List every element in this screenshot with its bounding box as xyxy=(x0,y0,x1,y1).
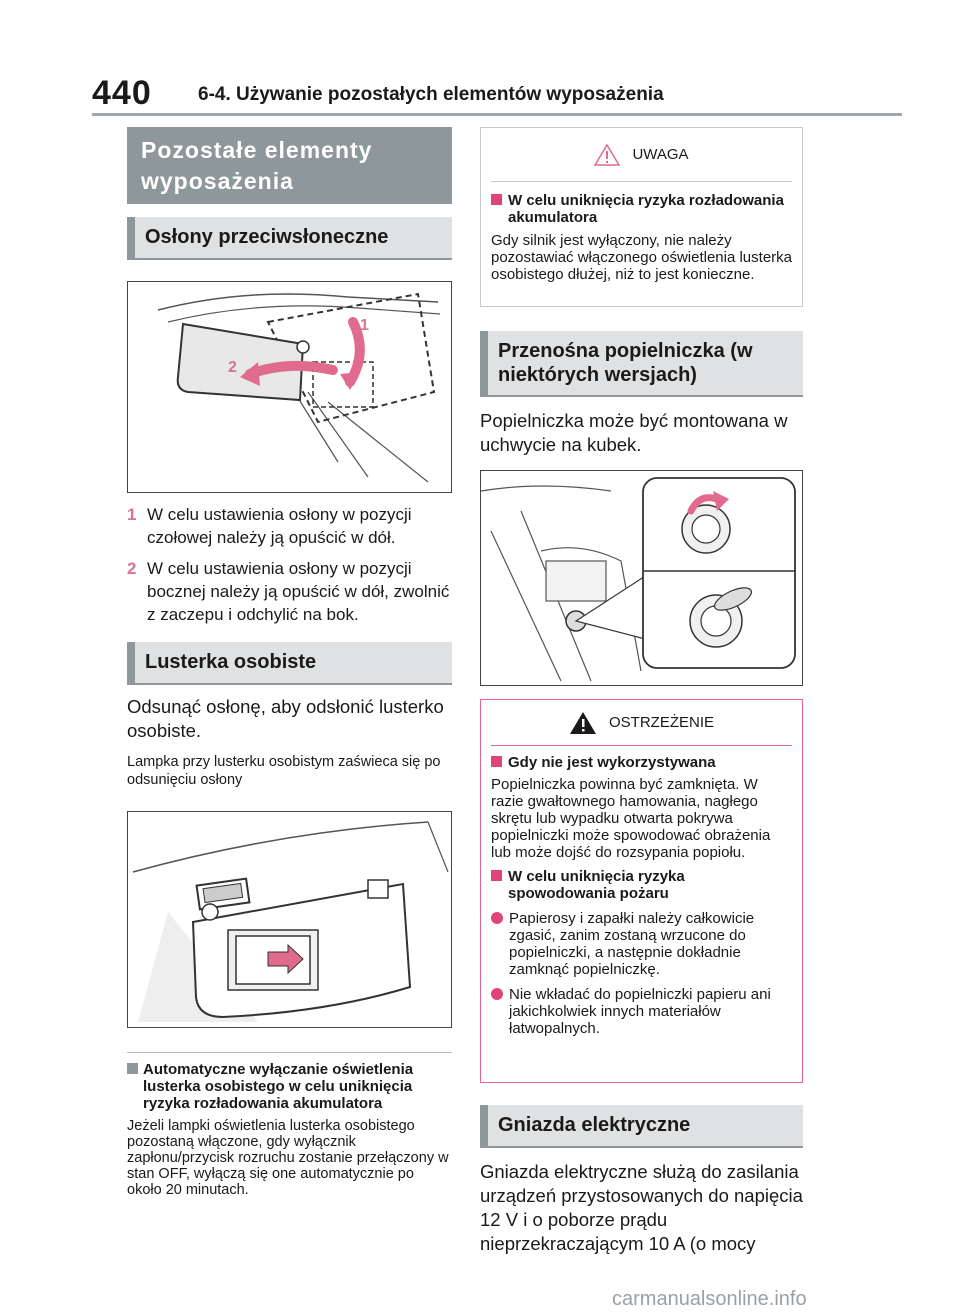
warning-bullet-1-text: Papierosy i zapałki należy całkowicie zgasić, zanim zostaną wrzucone do popielniczki, a następnie dokładnie zamknąć popielniczkę. xyxy=(509,910,755,978)
section-header: 6-4. Używanie pozostałych elementów wyposażenia xyxy=(198,84,664,105)
warning-title xyxy=(491,700,792,746)
step-1-text: W celu ustawienia osłony w pozycji czołowej należy ją opuścić w dół. xyxy=(147,505,412,547)
warning-head-2 xyxy=(491,868,792,902)
step-2-text: W celu ustawienia osłony w pozycji bocznej należy ją opuścić w dół, zwolnić z zaczepu i odchylić na bok. xyxy=(147,559,450,624)
note-square-icon xyxy=(127,1063,138,1074)
warning-bullet-2 xyxy=(491,986,792,1037)
fig-label-2: 2 xyxy=(228,359,237,376)
vanity-mirror-figure xyxy=(127,811,452,1028)
page-number: 440 xyxy=(92,74,152,112)
auto-off-note-text: Jeżeli lampki oświetlenia lusterka osobistego pozostaną włączone, gdy wyłącznik zapłonu/przycisk rozruchu zostanie przełączony w stan OFF, wyłączą się one automatycznie po około 20 minutach. xyxy=(127,1118,449,1198)
mirrors-small-text: Lampka przy lusterku osobistym zaświeca się po odsunięciu osłony xyxy=(127,754,441,788)
auto-off-note-head xyxy=(127,1061,452,1112)
main-title: Pozostałe elementy wyposażenia xyxy=(127,127,452,204)
ashtray-title: Przenośna popielniczka (w niektórych wersjach) xyxy=(480,331,803,397)
sun-visor-figure xyxy=(127,281,452,493)
header-rule xyxy=(92,113,902,116)
warning-head-1-text: Gdy nie jest wykorzystywana xyxy=(508,754,716,771)
ashtray-text: Popielniczka może być montowana w uchwycie na kubek. xyxy=(480,410,788,455)
left-column xyxy=(127,127,452,1198)
sun-visors-title: Osłony przeciwsłoneczne xyxy=(127,217,452,260)
warning-triangle-icon xyxy=(569,710,597,736)
warning-box xyxy=(480,699,803,1083)
ashtray-figure xyxy=(480,470,803,686)
warning-bullet-1 xyxy=(491,910,792,978)
sockets-text: Gniazda elektryczne służą do zasilania urządzeń przystosowanych do napięcia 12 V i o poborze prądu nieprzekraczającym 10 A (o mocy xyxy=(480,1161,803,1254)
ashtray-illustration xyxy=(481,471,801,684)
warning-label: OSTRZEŻENIE xyxy=(608,714,714,731)
warning-square-icon xyxy=(491,870,502,881)
caution-text: Gdy silnik jest wyłączony, nie należy pozostawiać włączonego oświetlenia lusterka osobistego dłużej, niż to jest konieczne. xyxy=(491,232,792,283)
caution-square-icon xyxy=(491,194,502,205)
step-1-number: 1 xyxy=(127,505,137,524)
step-1 xyxy=(127,503,452,549)
right-column xyxy=(480,127,803,1256)
mirrors-text: Odsunąć osłonę, aby odsłonić lusterko osobiste. xyxy=(127,696,444,741)
caution-label: UWAGA xyxy=(632,146,689,163)
warning-square-icon xyxy=(491,756,502,767)
warning-head-2-text: W celu uniknięcia ryzyka spowodowania pożaru xyxy=(508,868,685,902)
warning-bullet-2-text: Nie wkładać do popielniczki papieru ani jakichkolwiek innych materiałów łatwopalnych. xyxy=(509,986,771,1037)
caution-box xyxy=(480,127,803,307)
auto-off-note-head-text: Automatyczne wyłączanie oświetlenia lusterka osobistego w celu uniknięcia ryzyka rozładowania akumulatora xyxy=(143,1061,414,1112)
auto-off-note xyxy=(127,1052,452,1198)
mirrors-title: Lusterka osobiste xyxy=(127,642,452,685)
step-2-number: 2 xyxy=(127,559,137,578)
caution-head-text: W celu uniknięcia ryzyka rozładowania akumulatora xyxy=(508,192,784,226)
bullet-dot-icon xyxy=(491,988,503,1000)
bullet-dot-icon xyxy=(491,912,503,924)
warning-text-1: Popielniczka powinna być zamknięta. W razie gwałtownego hamowania, nagłego skrętu lub wypadku otwarta pokrywa popielniczki może spowodować obrażenia lub może dojść do rozsypania popiołu. xyxy=(491,776,771,861)
warning-head-1 xyxy=(491,754,792,771)
caution-title xyxy=(491,128,792,182)
caution-triangle-icon xyxy=(594,143,620,167)
step-2 xyxy=(127,557,452,626)
fig-label-1: 1 xyxy=(360,317,369,334)
vanity-mirror-illustration xyxy=(128,812,450,1026)
watermark: carmanualsonline.info xyxy=(612,1288,807,1310)
sun-visor-illustration xyxy=(128,282,450,491)
sockets-title: Gniazda elektryczne xyxy=(480,1105,803,1148)
caution-head xyxy=(491,192,792,226)
